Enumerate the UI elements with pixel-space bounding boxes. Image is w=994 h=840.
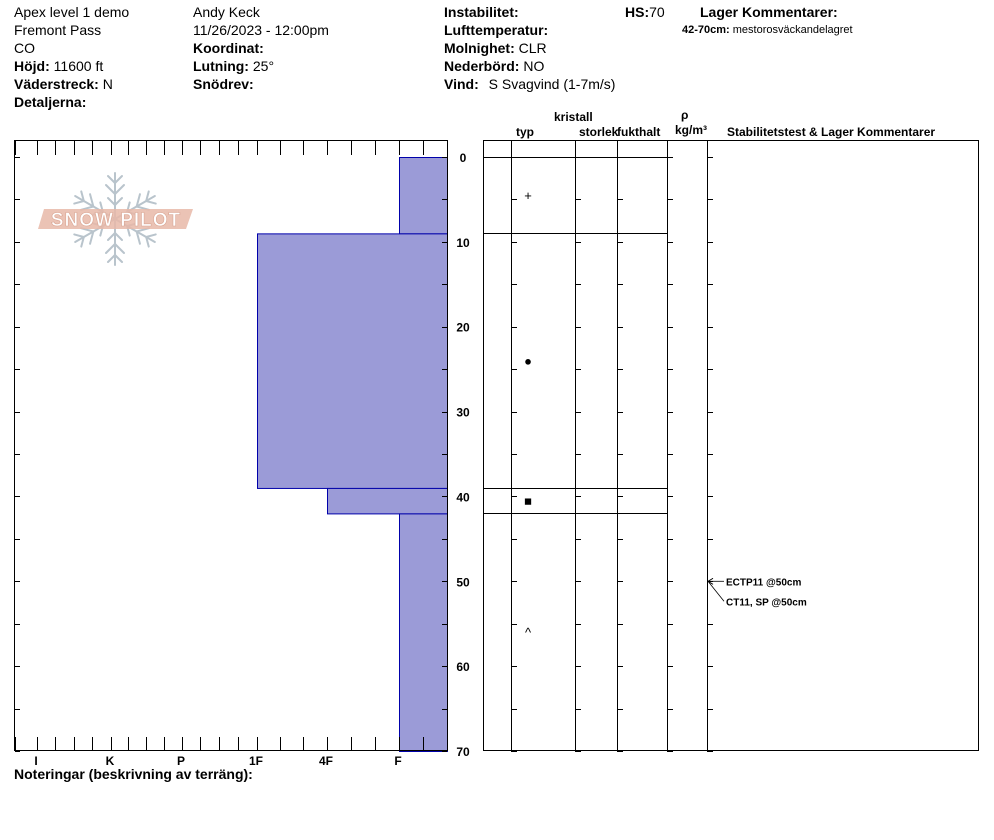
datetime: 11/26/2023 - 12:00pm bbox=[193, 22, 329, 38]
elevation-value: 11600 ft bbox=[53, 58, 104, 74]
depth-label-50: 50 bbox=[456, 575, 470, 590]
snowpilot-logo bbox=[38, 173, 193, 265]
coord-label: Koordinat: bbox=[193, 40, 264, 56]
hardness-bars bbox=[258, 158, 448, 752]
logo-text: SNOW PILOT bbox=[50, 210, 182, 231]
sky-value: CLR bbox=[518, 40, 547, 56]
wind-value: S Svagvind (1-7m/s) bbox=[488, 76, 616, 92]
hardness-label-F: F bbox=[394, 754, 402, 768]
table-column-lines bbox=[512, 141, 708, 751]
hardness-label-I: I bbox=[34, 754, 38, 768]
aspect-value: N bbox=[102, 76, 113, 92]
hardness-axis-labels bbox=[34, 754, 401, 768]
layer-comment-text: mestorosväckandelagret bbox=[732, 24, 853, 36]
col-typ: typ bbox=[516, 125, 534, 139]
grain-symbol-0: + bbox=[524, 188, 532, 204]
depth-label-70: 70 bbox=[456, 745, 470, 759]
hs-value: 70 bbox=[649, 4, 665, 20]
hardness-label-1F: 1F bbox=[248, 754, 264, 768]
stability-test-0: ECTP11 @50cm bbox=[726, 577, 802, 589]
depth-label-30: 30 bbox=[456, 405, 470, 420]
col-kristall: kristall bbox=[554, 110, 593, 124]
layer-comments-label: Lager Kommentarer: bbox=[700, 4, 838, 20]
state: CO bbox=[14, 40, 35, 56]
col-rho: ρ bbox=[681, 108, 689, 122]
grain-symbols bbox=[524, 188, 532, 640]
col-stability: Stabilitetstest & Lager Kommentarer bbox=[727, 125, 936, 139]
precip-label: Nederbörd: bbox=[444, 58, 520, 74]
slope-value: 25° bbox=[252, 58, 275, 74]
hs-label: HS: bbox=[625, 4, 650, 20]
grain-symbol-1: ● bbox=[524, 353, 532, 369]
depth-label-40: 40 bbox=[456, 490, 470, 505]
col-fukthalt: fukthalt bbox=[617, 125, 661, 139]
depth-label-0: 0 bbox=[459, 151, 467, 165]
observer: Andy Keck bbox=[193, 4, 260, 20]
slope-label: Lutning: bbox=[193, 58, 249, 74]
precip-value: NO bbox=[523, 58, 545, 74]
air-temp-label: Lufttemperatur: bbox=[444, 22, 549, 38]
location: Fremont Pass bbox=[14, 22, 102, 38]
hardness-label-K: K bbox=[105, 754, 115, 768]
stability-leader-1 bbox=[708, 581, 724, 601]
details-label: Detaljerna: bbox=[14, 94, 87, 110]
col-kgm3: kg/m³ bbox=[675, 123, 708, 137]
depth-label-20: 20 bbox=[456, 320, 470, 335]
instability-label: Instabilitet: bbox=[444, 4, 519, 20]
notes-label: Noteringar (beskrivning av terräng): bbox=[14, 766, 253, 782]
site-name: Apex level 1 demo bbox=[14, 4, 130, 20]
wind-label: Vind: bbox=[444, 76, 479, 92]
sky-label: Molnighet: bbox=[444, 40, 515, 56]
depth-label-60: 60 bbox=[456, 660, 470, 675]
depth-axis-labels bbox=[456, 151, 470, 759]
layer-comment-range: 42-70cm: bbox=[682, 24, 730, 36]
hardness-bar-3 bbox=[400, 514, 448, 752]
aspect-label: Väderstreck: bbox=[14, 76, 99, 92]
stability-test-1: CT11, SP @50cm bbox=[726, 597, 807, 609]
grain-symbol-2: ■ bbox=[524, 493, 532, 509]
hardness-bar-1 bbox=[258, 234, 448, 489]
grain-symbol-3: ^ bbox=[524, 625, 532, 641]
hardness-bar-0 bbox=[400, 158, 448, 234]
table-ticks bbox=[511, 158, 713, 752]
hardness-label-4F: 4F bbox=[318, 754, 334, 768]
hardness-label-P: P bbox=[176, 754, 186, 768]
depth-label-10: 10 bbox=[456, 235, 470, 250]
elevation-label: Höjd: bbox=[14, 58, 50, 74]
layer-table bbox=[484, 141, 979, 751]
hardness-bar-2 bbox=[328, 488, 448, 513]
col-storlek: storlek bbox=[579, 125, 619, 139]
stability-tests bbox=[708, 577, 807, 608]
drift-label: Snödrev: bbox=[193, 76, 254, 92]
